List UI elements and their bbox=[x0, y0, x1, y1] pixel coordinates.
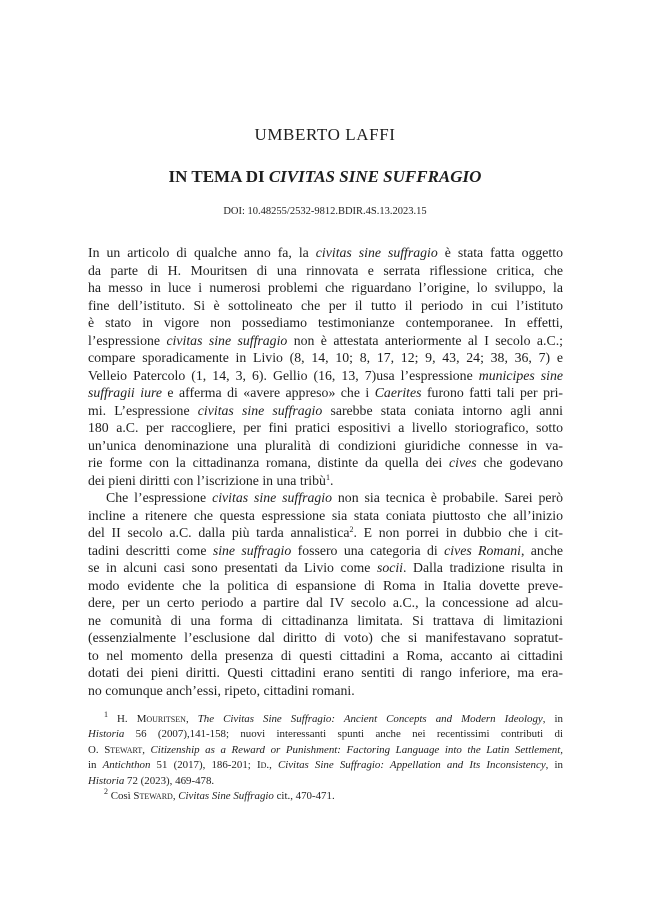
text-segment: ne comunità di una forma di cittadinanza limitata. Si trattava di limitazioni bbox=[88, 612, 563, 628]
text-segment: , in bbox=[545, 759, 563, 772]
italic-text: civitas sine suffragio bbox=[212, 490, 332, 505]
italic-text: Civitas Sine Suffragio: Appellation and Its Inconsistency bbox=[277, 759, 546, 772]
paragraph-line bbox=[88, 402, 563, 420]
paragraph-line bbox=[88, 454, 563, 472]
text-segment: 51 (2017), 186-201; bbox=[150, 759, 257, 772]
paragraph-line bbox=[88, 524, 563, 542]
text-segment: rie forme con la cittadinanza romana, distinte da quella dei bbox=[88, 455, 450, 470]
paragraph-line bbox=[88, 472, 563, 490]
paragraph-line bbox=[88, 507, 563, 525]
italic-text: civitas sine suffragio bbox=[197, 402, 323, 418]
paragraph-line bbox=[88, 559, 563, 577]
title-italic: CIVITAS SINE SUFFRAGIO bbox=[268, 167, 482, 186]
text-segment: O. bbox=[88, 743, 105, 756]
paragraph-line bbox=[88, 297, 563, 315]
text-segment: . E non porrei in dubbio che i cit- bbox=[353, 525, 564, 540]
italic-text: socii bbox=[376, 560, 404, 575]
doi-line: DOI: 10.48255/2532-9812.BDIR.4S.13.2023.15 bbox=[223, 206, 427, 217]
text-segment: (essenzialmente l’esclusione dal diritto di voto) che si manifestavano sopratut- bbox=[88, 630, 563, 645]
italic-text: Historia bbox=[88, 728, 125, 741]
paragraph-line bbox=[88, 244, 563, 262]
footnote-line bbox=[88, 743, 563, 758]
italic-text: sine suffragio bbox=[212, 542, 292, 558]
text-segment: Così bbox=[108, 789, 134, 802]
footnote-line bbox=[88, 758, 563, 773]
paragraph-line bbox=[88, 262, 563, 280]
italic-text: Civitas Sine Suffragio bbox=[178, 789, 274, 802]
text-segment: , in bbox=[542, 713, 563, 725]
paragraph-line bbox=[88, 664, 563, 682]
paragraph-line bbox=[88, 542, 563, 560]
text-segment: , anche bbox=[520, 542, 563, 558]
text-segment: un’unica denominazione una pluralità di condizioni giuridiche connesse in va- bbox=[88, 437, 563, 453]
text-segment: fine dell’istituto. Si è sottolineato che per il tutto il periodo in cui l’istituto bbox=[88, 297, 563, 313]
text-segment: ha messo in luce i numerosi problemi che riguardano l’origine, lo sviluppo, la bbox=[88, 280, 563, 295]
footnotes bbox=[88, 712, 563, 804]
paragraph-line bbox=[88, 629, 563, 647]
footnote-line bbox=[88, 786, 563, 804]
footnote-line bbox=[88, 712, 563, 727]
paragraph-line bbox=[88, 384, 563, 402]
article-title bbox=[0, 167, 650, 187]
text-segment: non sia tecnica è probabile. Sarei però bbox=[332, 490, 564, 505]
text-segment: in bbox=[88, 759, 103, 772]
italic-text: cives bbox=[449, 455, 477, 470]
text-segment: 72 (2023), 469-478. bbox=[124, 774, 215, 787]
italic-text: municipes sine bbox=[478, 367, 563, 383]
text-segment: dere, per un certo periodo a partire dal IV secolo a.C., la concessione ad alcu- bbox=[88, 595, 563, 610]
footnote-line bbox=[88, 727, 563, 742]
italic-text: Caerites bbox=[374, 385, 422, 400]
title-prefix: IN TEMA DI bbox=[168, 167, 269, 186]
text-segment: no comunque anch’essi, ripeto, cittadini romani. bbox=[88, 682, 355, 698]
text-segment: se in alcuni casi sono presentati da Livio come bbox=[88, 560, 377, 575]
paragraph-line bbox=[88, 419, 563, 437]
paragraph-line bbox=[88, 682, 563, 700]
italic-text: Antichthon bbox=[102, 759, 151, 772]
text-segment: , bbox=[560, 743, 563, 756]
text-segment: mi. L’espressione bbox=[88, 402, 198, 418]
footnote-marker: 2 bbox=[349, 525, 354, 534]
italic-text: The Civitas Sine Suffragio: Ancient Concepts and Modern Ideology bbox=[197, 713, 543, 725]
paragraph-line bbox=[88, 367, 563, 385]
text-segment: Id bbox=[256, 759, 267, 772]
italic-text: civitas sine suffragio bbox=[315, 245, 438, 260]
italic-text: civitas sine suffragio bbox=[166, 332, 288, 348]
paragraph-line bbox=[88, 647, 563, 665]
paragraph-line bbox=[88, 349, 563, 367]
text-segment: Steward bbox=[133, 789, 173, 802]
text-segment: l’espressione bbox=[88, 332, 167, 348]
text-segment: e afferma di «avere appreso» che i bbox=[161, 385, 375, 400]
text-segment: In un articolo di qualche anno fa, la bbox=[88, 245, 316, 260]
text-segment: Mouritsen bbox=[136, 713, 186, 725]
text-segment: fossero una categoria di bbox=[291, 542, 445, 558]
paragraph-line bbox=[88, 437, 563, 455]
text-segment: furono fatti tali per pri- bbox=[421, 385, 563, 400]
footnote-line bbox=[88, 774, 563, 789]
text-segment: Che l’espressione bbox=[106, 490, 213, 505]
footnote-marker: 2 bbox=[104, 786, 108, 796]
text-segment: , bbox=[185, 713, 198, 725]
text-segment: . Dalla tradizione risulta in bbox=[403, 560, 563, 575]
italic-text: Historia bbox=[88, 774, 125, 787]
footnote-marker: 1 bbox=[104, 710, 108, 719]
paragraph-line bbox=[88, 314, 563, 332]
text-segment: che godevano bbox=[476, 455, 563, 470]
italic-text: Citizenship as a Reward or Punishment: Factoring Language into the Latin Settlement bbox=[150, 743, 561, 756]
article-body bbox=[88, 244, 563, 699]
text-segment: , bbox=[172, 789, 179, 802]
paragraph-line bbox=[88, 594, 563, 612]
text-segment: tadini descritti come bbox=[88, 542, 213, 558]
text-segment: to nel momento della presenza di questi cittadini a Roma, accanto ai cittadini bbox=[88, 647, 563, 663]
text-segment: del II secolo a.C. dalla più tarda annalistica bbox=[88, 525, 350, 540]
text-segment: non è attestata anteriormente al I secolo a.C.; bbox=[287, 332, 563, 348]
footnote-marker: 1 bbox=[325, 472, 330, 482]
text-segment: 56 (2007),141-158; nuovi interessanti spunti anche nei recentissimi contributi di bbox=[124, 728, 563, 741]
paragraph-line bbox=[88, 332, 563, 350]
text-segment: , bbox=[142, 743, 151, 756]
text-segment: 180 a.C. per raccogliere, per fini pratici espositivi a livello storiografico, sotto bbox=[88, 420, 563, 435]
text-segment: cit., 470-471. bbox=[273, 789, 335, 802]
text-segment: è stata fatta oggetto bbox=[437, 245, 563, 260]
text-segment: è stato in vigore non possediamo testimonianze contemporanee. In effetti, bbox=[88, 315, 563, 330]
text-segment: compare sporadicamente in Livio (8, 14, 10; 8, 17, 12; 9, 43, 24; 38, 36, 7) e bbox=[88, 350, 563, 365]
text-segment: incline a ritenere che questa espressione sia stata coniata piuttosto che all’inizio bbox=[88, 507, 563, 523]
text-segment: sarebbe stata coniata intorno agli anni bbox=[322, 402, 563, 418]
text-segment: modo evidente che la politica di espansione di Roma in Italia dovette preve- bbox=[88, 577, 563, 593]
text-segment: dotati dei pieni diritti. Questi cittadini erano sentiti di rango inferiore, ma era- bbox=[88, 665, 563, 680]
author-name: UMBERTO LAFFI bbox=[254, 125, 396, 144]
text-segment: da parte di H. Mouritsen di una rinnovata e serrata riflessione critica, che bbox=[88, 262, 563, 278]
text-segment: Stewart bbox=[104, 743, 143, 756]
italic-text: cives Romani bbox=[444, 542, 521, 558]
paragraph-line bbox=[88, 612, 563, 630]
text-segment: dei pieni diritti con l’iscrizione in una tribù bbox=[88, 472, 326, 488]
paragraph-line bbox=[88, 577, 563, 595]
paragraph-line bbox=[88, 279, 563, 297]
text-segment: H. bbox=[108, 713, 137, 725]
text-segment: ., bbox=[266, 759, 278, 772]
text-segment: . bbox=[329, 472, 334, 488]
text-segment: Velleio Patercolo (1, 14, 3, 6). Gellio (16, 13, 7)usa l’espressione bbox=[88, 367, 479, 383]
italic-text: suffragii iure bbox=[88, 385, 162, 400]
paragraph-line bbox=[88, 489, 563, 507]
